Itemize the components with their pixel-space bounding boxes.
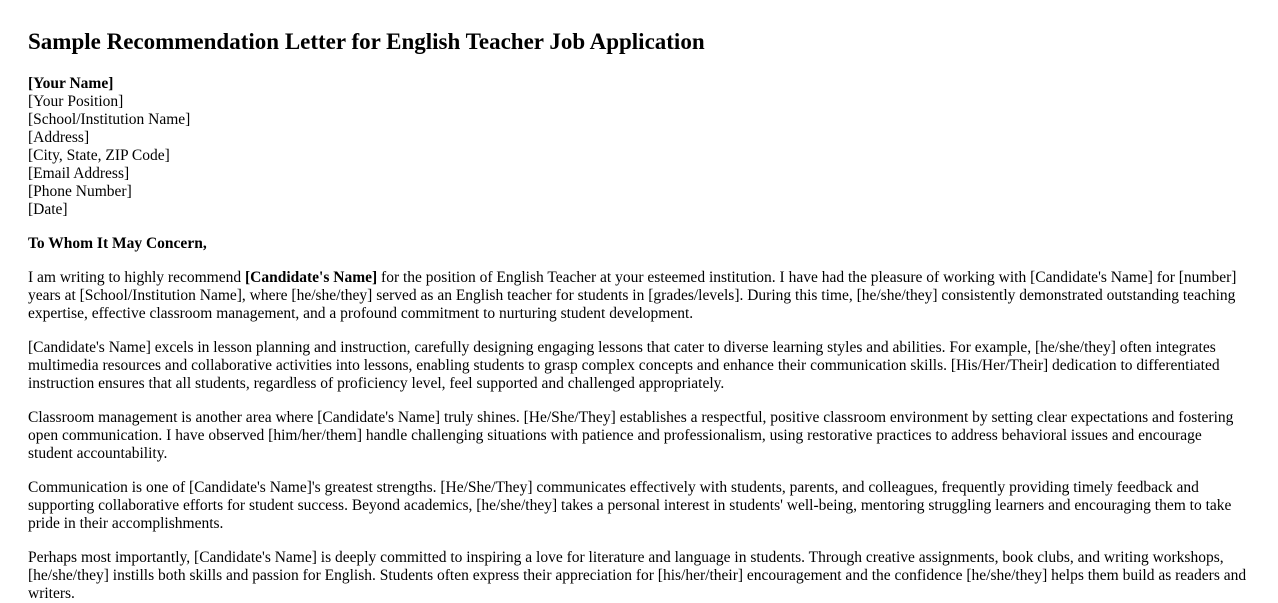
sender-address: [Address] — [28, 129, 90, 146]
sender-block — [28, 75, 1250, 219]
sender-email: [Email Address] — [28, 165, 130, 182]
paragraph-classroom-management: Classroom management is another area where [Candidate's Name] truly shines. [He/She/They] establishes a respectful, positive classroom environment by setting clear expectations and fostering open communication. I have observed [him/her/them] handle challenging situations with patience and professionalism, using restorative practices to address behavioral issues and encourage student accountability. — [28, 409, 1234, 462]
sender-name: [Your Name] — [28, 75, 114, 92]
paragraph-intro — [28, 269, 1250, 323]
sender-date: [Date] — [28, 201, 68, 218]
sender-city-state-zip: [City, State, ZIP Code] — [28, 147, 170, 164]
intro-text-end: for the position of English Teacher at your esteemed institution. I have had the pleasure of working with [Candidate's Name] for [number] years at [School/Institution Name], where [he/she/they] served as an English teacher for students in [grades/levels]. During this time, [he/she/they] consistently demonstrated outstanding teaching expertise, effective classroom management, and a profound commitment to nurturing student development. — [28, 269, 1237, 322]
paragraph-communication: Communication is one of [Candidate's Name]'s greatest strengths. [He/She/They] communicates effectively with students, parents, and colleagues, frequently providing timely feedback and supporting collaborative efforts for student success. Beyond academics, [he/she/they] takes a personal interest in students' well-being, mentoring struggling learners and encouraging them to take pride in their accomplishments. — [28, 479, 1232, 532]
intro-text-start: I am writing to highly recommend — [28, 269, 245, 286]
salutation: To Whom It May Concern, — [28, 235, 207, 252]
paragraph-commitment: Perhaps most importantly, [Candidate's Name] is deeply committed to inspiring a love for literature and language in students. Through creative assignments, book clubs, and writing workshops, [he/she/they] instills both skills and passion for English. Students often express their appreciation for [his/her/their] encouragement and the confidence [he/she/they] helps them build as readers and writers. — [28, 549, 1247, 602]
paragraph-lesson-planning: [Candidate's Name] excels in lesson planning and instruction, carefully designing engaging lessons that cater to diverse learning styles and abilities. For example, [he/she/they] often integrates multimedia resources and collaborative activities into lessons, enabling students to grasp complex concepts and enhance their communication skills. [His/Her/Their] dedication to differentiated instruction ensures that all students, regardless of proficiency level, feel supported and challenged appropriately. — [28, 339, 1220, 392]
candidate-name-bold: [Candidate's Name] — [244, 269, 378, 286]
sender-position: [Your Position] — [28, 93, 124, 110]
sender-institution: [School/Institution Name] — [28, 111, 191, 128]
sender-phone: [Phone Number] — [28, 183, 132, 200]
page-title: Sample Recommendation Letter for English Teacher Job Application — [28, 29, 705, 54]
